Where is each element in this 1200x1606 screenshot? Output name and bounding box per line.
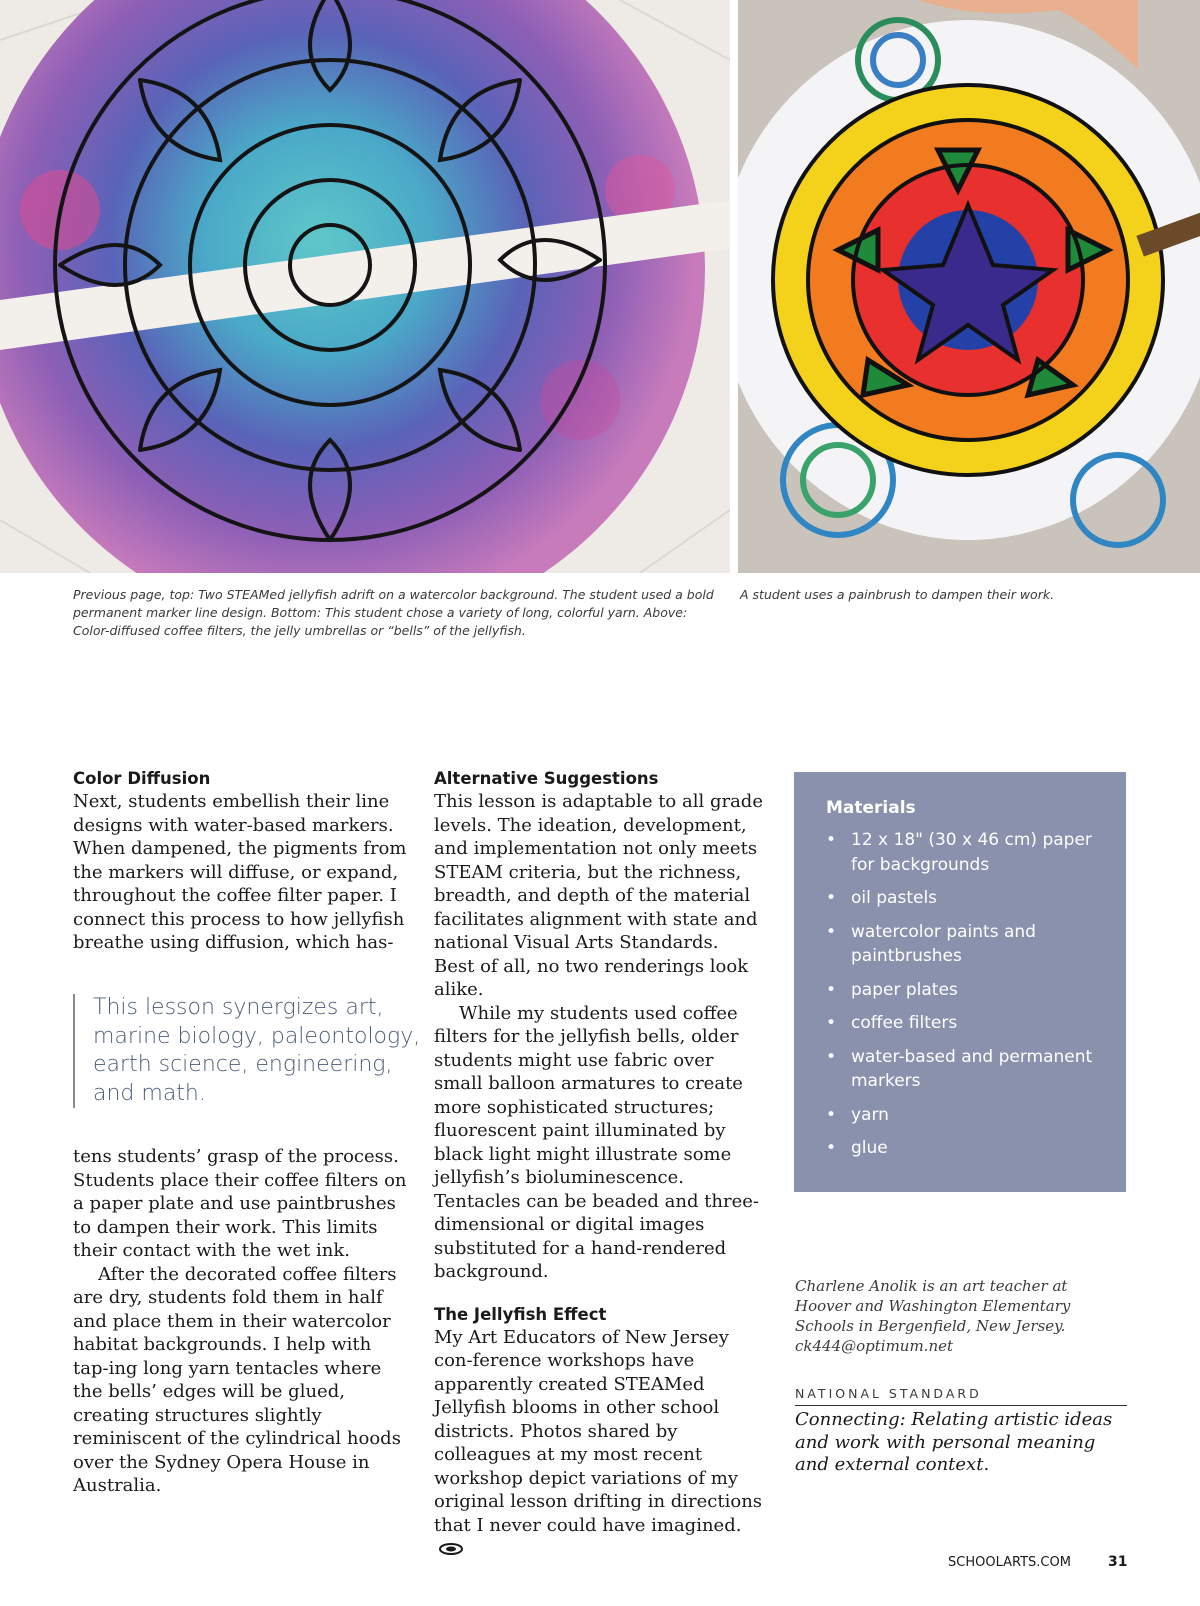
section-heading-jellyfish-effect: The Jellyfish Effect <box>434 1304 607 1324</box>
materials-item: • glue <box>826 1136 1102 1161</box>
body-paragraph: Next, students embellish their line designs with water-based markers. When dampened, the pigments from the markers will diffuse, or expand, throughout the coffee filter paper. I connect this process to how jellyfish breathe using diffusion, which has- <box>73 791 407 953</box>
painted-filter-illustration <box>738 0 1200 573</box>
photo-student-painting <box>738 0 1200 573</box>
article-column-2 <box>434 768 764 1561</box>
materials-item: • 12 x 18" (30 x 46 cm) paper for backgrounds <box>826 828 1102 877</box>
materials-item: • yarn <box>826 1103 1102 1128</box>
article-column-1 <box>73 768 408 955</box>
page-number: 31 <box>1108 1554 1128 1570</box>
body-paragraph <box>434 1326 764 1561</box>
author-bio: Charlene Anolik is an art teacher at Hoover and Washington Elementary Schools in Bergenfield, New Jersey. ck444@optimum.net <box>795 1277 1071 1355</box>
end-mark-icon <box>438 1543 464 1555</box>
pull-quote: This lesson synergizes art, marine biology, paleontology, earth science, engineering, and math. <box>73 994 423 1108</box>
materials-title: Materials <box>826 798 916 818</box>
photo-caption-right: A student uses a painbrush to dampen their work. <box>740 587 1055 602</box>
national-standard-text: Connecting: Relating artistic ideas and work with personal meaning and external context. <box>795 1409 1113 1475</box>
photo-caption-left: Previous page, top: Two STEAMed jellyfish adrift on a watercolor background. The student used a bold permanent marker line design. Bottom: This student chose a variety of long, colorful yarn. Above: Color-diffused coffee filters, the jelly umbrellas or “bells” of the jellyfish. <box>73 587 714 638</box>
materials-item: • water-based and permanent markers <box>826 1045 1102 1094</box>
article-column-1-continued <box>73 1145 408 1498</box>
footer-site-name: SCHOOLARTS.COM <box>948 1555 1071 1570</box>
national-standard-label: NATIONAL STANDARD <box>795 1386 1127 1406</box>
body-paragraph: This lesson is adaptable to all grade levels. The ideation, development, and implementation not only meets STEAM criteria, but the richness, breadth, and depth of the material facilitates alignment with state and national Visual Arts Standards. Best of all, no two renderings look alike. <box>434 791 763 1000</box>
section-heading-alternative-suggestions: Alternative Suggestions <box>434 769 659 788</box>
materials-box <box>794 772 1126 1192</box>
materials-list <box>826 828 1102 1161</box>
body-paragraph: While my students used coffee filters for the jellyfish bells, older students might use fabric over small balloon armatures to create more sophisticated structures; fluorescent paint illuminated by black light might illustrate some jellyfish’s bioluminescence. Tentacles can be beaded and three-dimensional or digital images substituted for a hand-rendered background. <box>434 1002 760 1282</box>
coffee-filter-illustration <box>0 0 730 573</box>
materials-item: • paper plates <box>826 978 1102 1003</box>
body-paragraph-text: My Art Educators of New Jersey con-ference workshops have apparently created STEAMed Jellyfish blooms in other school districts. Photos shared by colleagues at my most recent workshop depict variations of my original lesson drifting in directions that I never could have imagined. <box>434 1326 763 1536</box>
materials-item: • watercolor paints and paintbrushes <box>826 920 1102 969</box>
materials-item: • coffee filters <box>826 1011 1102 1036</box>
materials-item: • oil pastels <box>826 886 1102 911</box>
photo-coffee-filter-flower <box>0 0 730 573</box>
section-heading-color-diffusion: Color Diffusion <box>73 769 211 788</box>
body-paragraph: After the decorated coffee filters are dry, students fold them in half and place them in their watercolor habitat backgrounds. I help with tap-ing long yarn tentacles where the bells’ edges will be glued, creating structures slightly reminiscent of the cylindrical hoods over the Sydney Opera House in Australia. <box>73 1263 401 1496</box>
body-paragraph: tens students’ grasp of the process. Students place their coffee filters on a paper plate and use paintbrushes to dampen their work. This limits their contact with the wet ink. <box>73 1146 407 1261</box>
